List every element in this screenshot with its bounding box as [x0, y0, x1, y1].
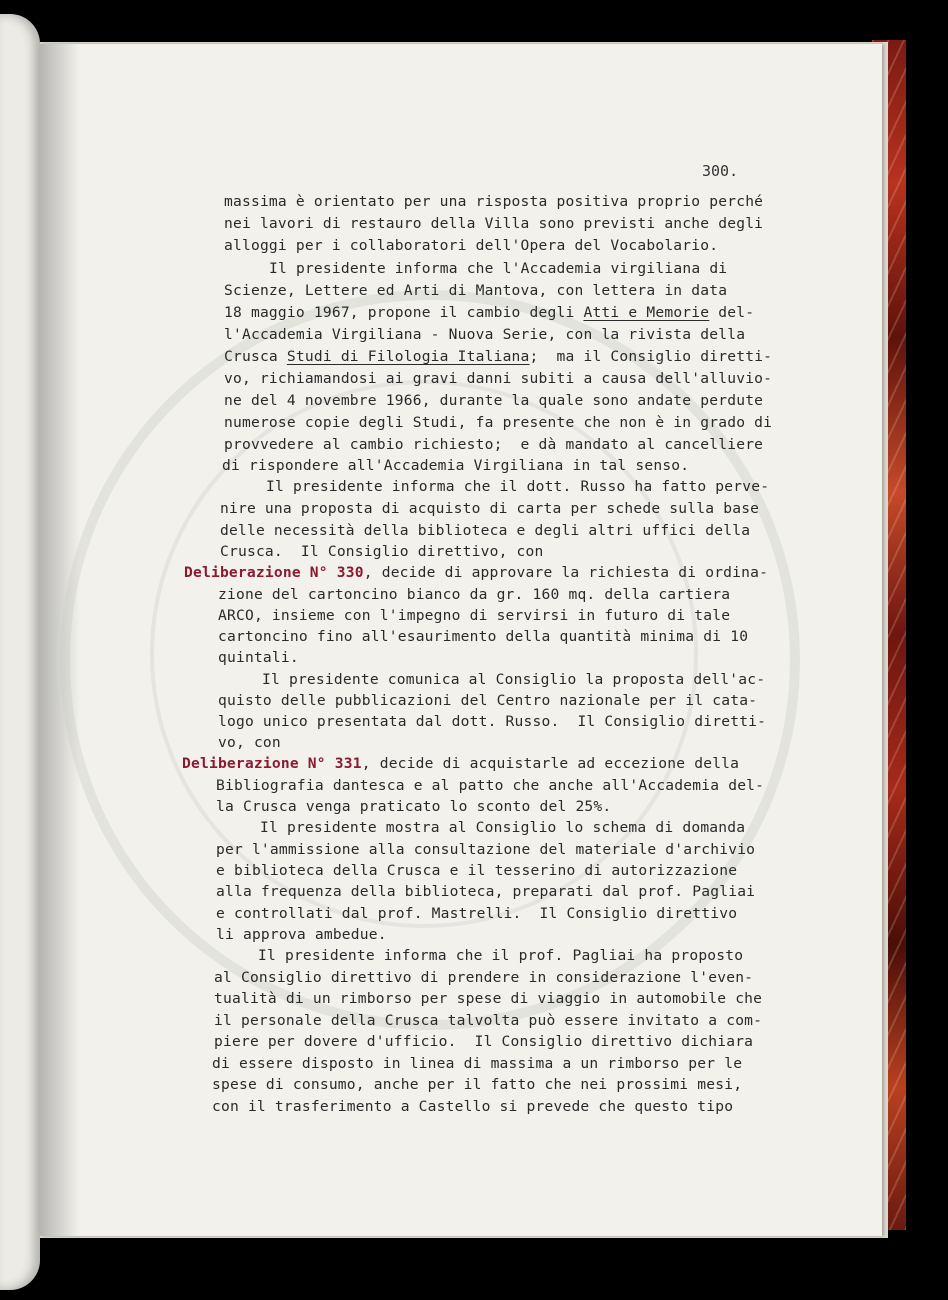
underlined-title-studi-di-filologia: Studi di Filologia Italiana	[286, 348, 530, 365]
deliberazione-label-330: Deliberazione N° 330	[184, 564, 364, 581]
text-line: massima è orientato per una risposta positiva proprio perché	[224, 193, 764, 210]
text-line: nei lavori di restauro della Villa sono previsti anche degli	[224, 215, 764, 232]
text-line: spese di consumo, anche per il fatto che nei prossimi mesi,	[212, 1076, 743, 1093]
text-line: la Crusca venga praticato lo sconto del 25%.	[216, 798, 612, 815]
text-line: e biblioteca della Crusca e il tesserino di autorizzazione	[216, 862, 738, 879]
text-line	[184, 564, 768, 582]
underlined-title-atti-e-memorie: Atti e Memorie	[583, 304, 710, 321]
text-segment: 18 maggio 1967, propone il cambio degli	[224, 304, 584, 321]
text-line: nire una proposta di acquisto di carta per schede sulla base	[220, 500, 760, 517]
text-line: Il presidente informa che il prof. Pagliai ha proposto	[258, 947, 744, 964]
text-line: Il presidente comunica al Consiglio la proposta dell'ac-	[262, 671, 766, 688]
text-line: li approva ambedue.	[216, 926, 387, 943]
text-segment: , decide di approvare la richiesta di ordina-	[363, 564, 769, 581]
text-line: l'Accademia Virgiliana - Nuova Serie, con la rivista della	[224, 326, 746, 343]
text-line: per l'ammissione alla consultazione del materiale d'archivio	[216, 841, 756, 858]
text-line: e controllati dal prof. Mastrelli. Il Consiglio direttivo	[216, 905, 738, 922]
text-line: numerose copie degli Studi, fa presente che non è in grado di	[224, 414, 773, 431]
text-line: Il presidente informa che l'Accademia virgiliana di	[269, 260, 728, 277]
previous-page-edge	[0, 14, 40, 1290]
text-line: il personale della Crusca talvolta può essere invitato a com-	[214, 1012, 763, 1029]
text-line: di rispondere all'Accademia Virgiliana in tal senso.	[222, 457, 690, 474]
text-line: logo unico presentata dal dott. Russo. Il Consiglio diretti-	[218, 713, 767, 730]
text-line: con il trasferimento a Castello si prevede che questo tipo	[212, 1098, 734, 1115]
text-line: Bibliografia dantesca e al patto che anche all'Accademia del-	[216, 777, 765, 794]
text-line	[224, 304, 754, 322]
text-line	[224, 348, 772, 366]
text-line: al Consiglio direttivo di prendere in considerazione l'even-	[214, 969, 754, 986]
text-line: ne del 4 novembre 1966, durante la quale sono andate perdute	[224, 392, 764, 409]
text-line: alloggi per i collaboratori dell'Opera del Vocabolario.	[224, 237, 719, 254]
text-line: vo, con	[218, 734, 281, 751]
text-line: Crusca. Il Consiglio direttivo, con	[220, 543, 544, 560]
text-segment: Crusca	[224, 348, 287, 365]
text-line: Il presidente mostra al Consiglio lo schema di domanda	[260, 819, 746, 836]
text-line: quisto delle pubblicazioni del Centro nazionale per il cata-	[218, 692, 758, 709]
text-line	[182, 755, 739, 773]
text-line: provvedere al cambio richiesto; e dà mandato al cancelliere	[224, 436, 764, 453]
page-number: 300.	[702, 162, 739, 180]
text-segment: del-	[709, 304, 755, 321]
text-line: piere per dovere d'ufficio. Il Consiglio direttivo dichiara	[214, 1033, 754, 1050]
text-line: tualità di un rimborso per spese di viaggio in automobile che	[214, 990, 763, 1007]
text-line: Scienze, Lettere ed Arti di Mantova, con lettera in data	[224, 282, 728, 299]
deliberazione-label-331: Deliberazione N° 331	[182, 755, 362, 772]
text-line: zione del cartoncino bianco da gr. 160 mq. della cartiera	[218, 586, 731, 603]
text-line: cartoncino fino all'esaurimento della quantità minima di 10	[218, 628, 749, 645]
text-line: alla frequenza della biblioteca, preparati dal prof. Pagliai	[216, 883, 756, 900]
text-line: delle necessità della biblioteca e degli altri uffici della	[220, 522, 751, 539]
text-line: di essere disposto in linea di massima a un rimborso per le	[212, 1055, 743, 1072]
text-line: ARCO, insieme con l'impegno di servirsi in futuro di tale	[218, 607, 731, 624]
text-segment: , decide di acquistarle ad eccezione della	[361, 755, 740, 772]
text-line: Il presidente informa che il dott. Russo ha fatto perve-	[266, 478, 770, 495]
text-line: vo, richiamandosi ai gravi danni subiti a causa dell'alluvio-	[224, 370, 773, 387]
text-line: quintali.	[218, 649, 299, 666]
text-segment: ; ma il Consiglio diretti-	[529, 348, 773, 365]
